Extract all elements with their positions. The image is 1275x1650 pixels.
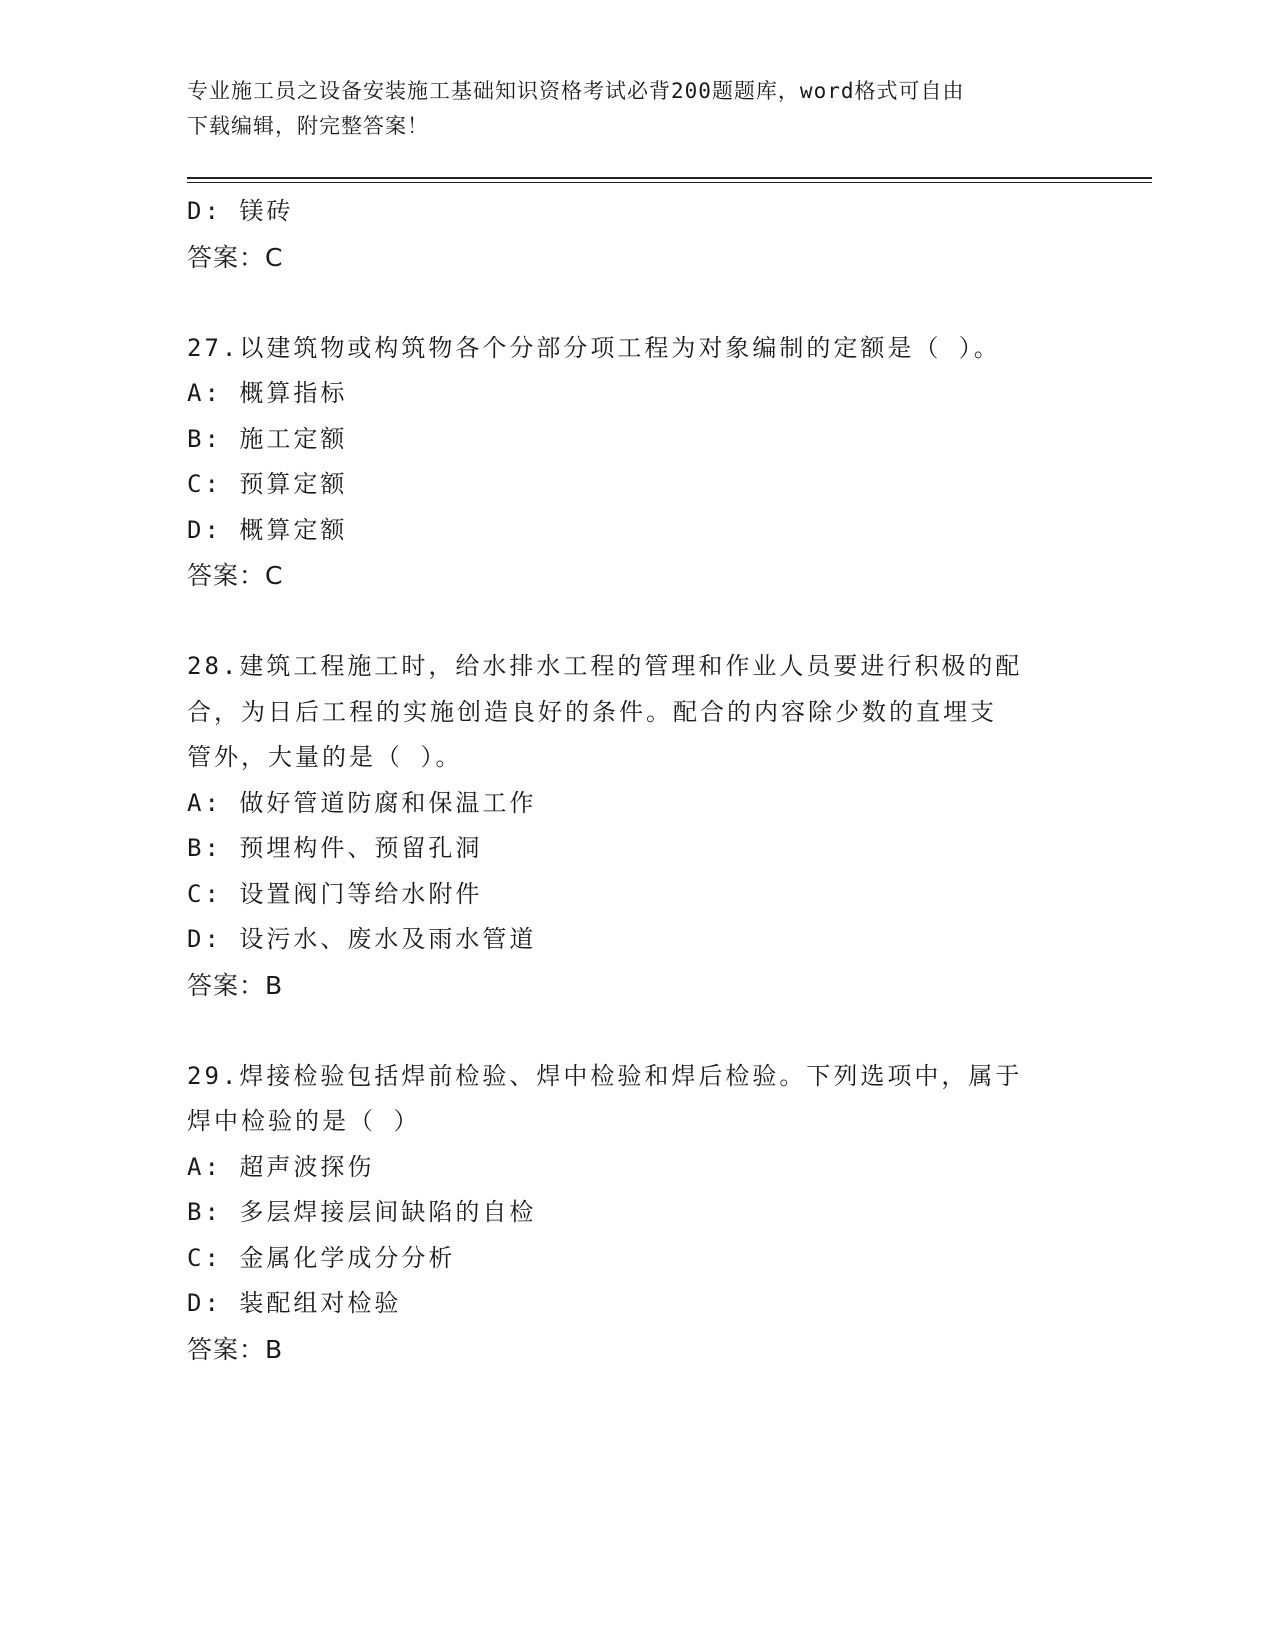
header-divider-thin [187, 182, 1152, 183]
answer-line: 答案：B [187, 1334, 284, 1364]
spacer [187, 1008, 1087, 1054]
option-b: B: 多层焊接层间缺陷的自检 [187, 1198, 537, 1226]
option-d: D: 装配组对检验 [187, 1289, 402, 1317]
option-b: B: 预埋构件、预留孔洞 [187, 834, 483, 862]
header-line-2: 下载编辑，附完整答案！ [187, 114, 429, 138]
header-line-1: 专业施工员之设备安装施工基础知识资格考试必背200题题库，word格式可自由 [187, 79, 965, 103]
question-29-stem-line-2: 焊中检验的是（ ） [187, 1107, 421, 1135]
option-a: A: 超声波探伤 [187, 1152, 375, 1181]
spacer [187, 280, 1087, 326]
answer-line: 答案：C [187, 561, 284, 590]
question-28-stem-line-2: 合，为日后工程的实施创造良好的条件。配合的内容除少数的直埋支 [187, 697, 997, 726]
option-a: A: 做好管道防腐和保温工作 [187, 788, 537, 817]
option-c: C: 预算定额 [187, 470, 348, 498]
question-content [187, 189, 1087, 1372]
question-28-stem-line-3: 管外，大量的是（ ）。 [187, 743, 463, 771]
option-d: D: 镁砖 [187, 197, 294, 225]
option-a: A: 概算指标 [187, 379, 348, 407]
spacer [187, 599, 1087, 645]
answer-line: 答案：B [187, 970, 284, 1000]
question-27-stem: 27.以建筑物或构筑物各个分部分项工程为对象编制的定额是（ ）。 [187, 333, 1001, 362]
option-c: C: 金属化学成分分析 [187, 1243, 456, 1272]
option-c: C: 设置阀门等给水附件 [187, 879, 483, 908]
question-29-stem-line-1: 29.焊接检验包括焊前检验、焊中检验和焊后检验。下列选项中，属于 [187, 1061, 1023, 1090]
option-d: D: 概算定额 [187, 515, 348, 544]
document-header [187, 74, 1067, 144]
question-28-stem-line-1: 28.建筑工程施工时，给水排水工程的管理和作业人员要进行积极的配 [187, 652, 1023, 680]
option-b: B: 施工定额 [187, 424, 348, 453]
option-d: D: 设污水、废水及雨水管道 [187, 925, 537, 953]
answer-line: 答案：C [187, 242, 284, 272]
header-divider-thick [187, 177, 1152, 179]
